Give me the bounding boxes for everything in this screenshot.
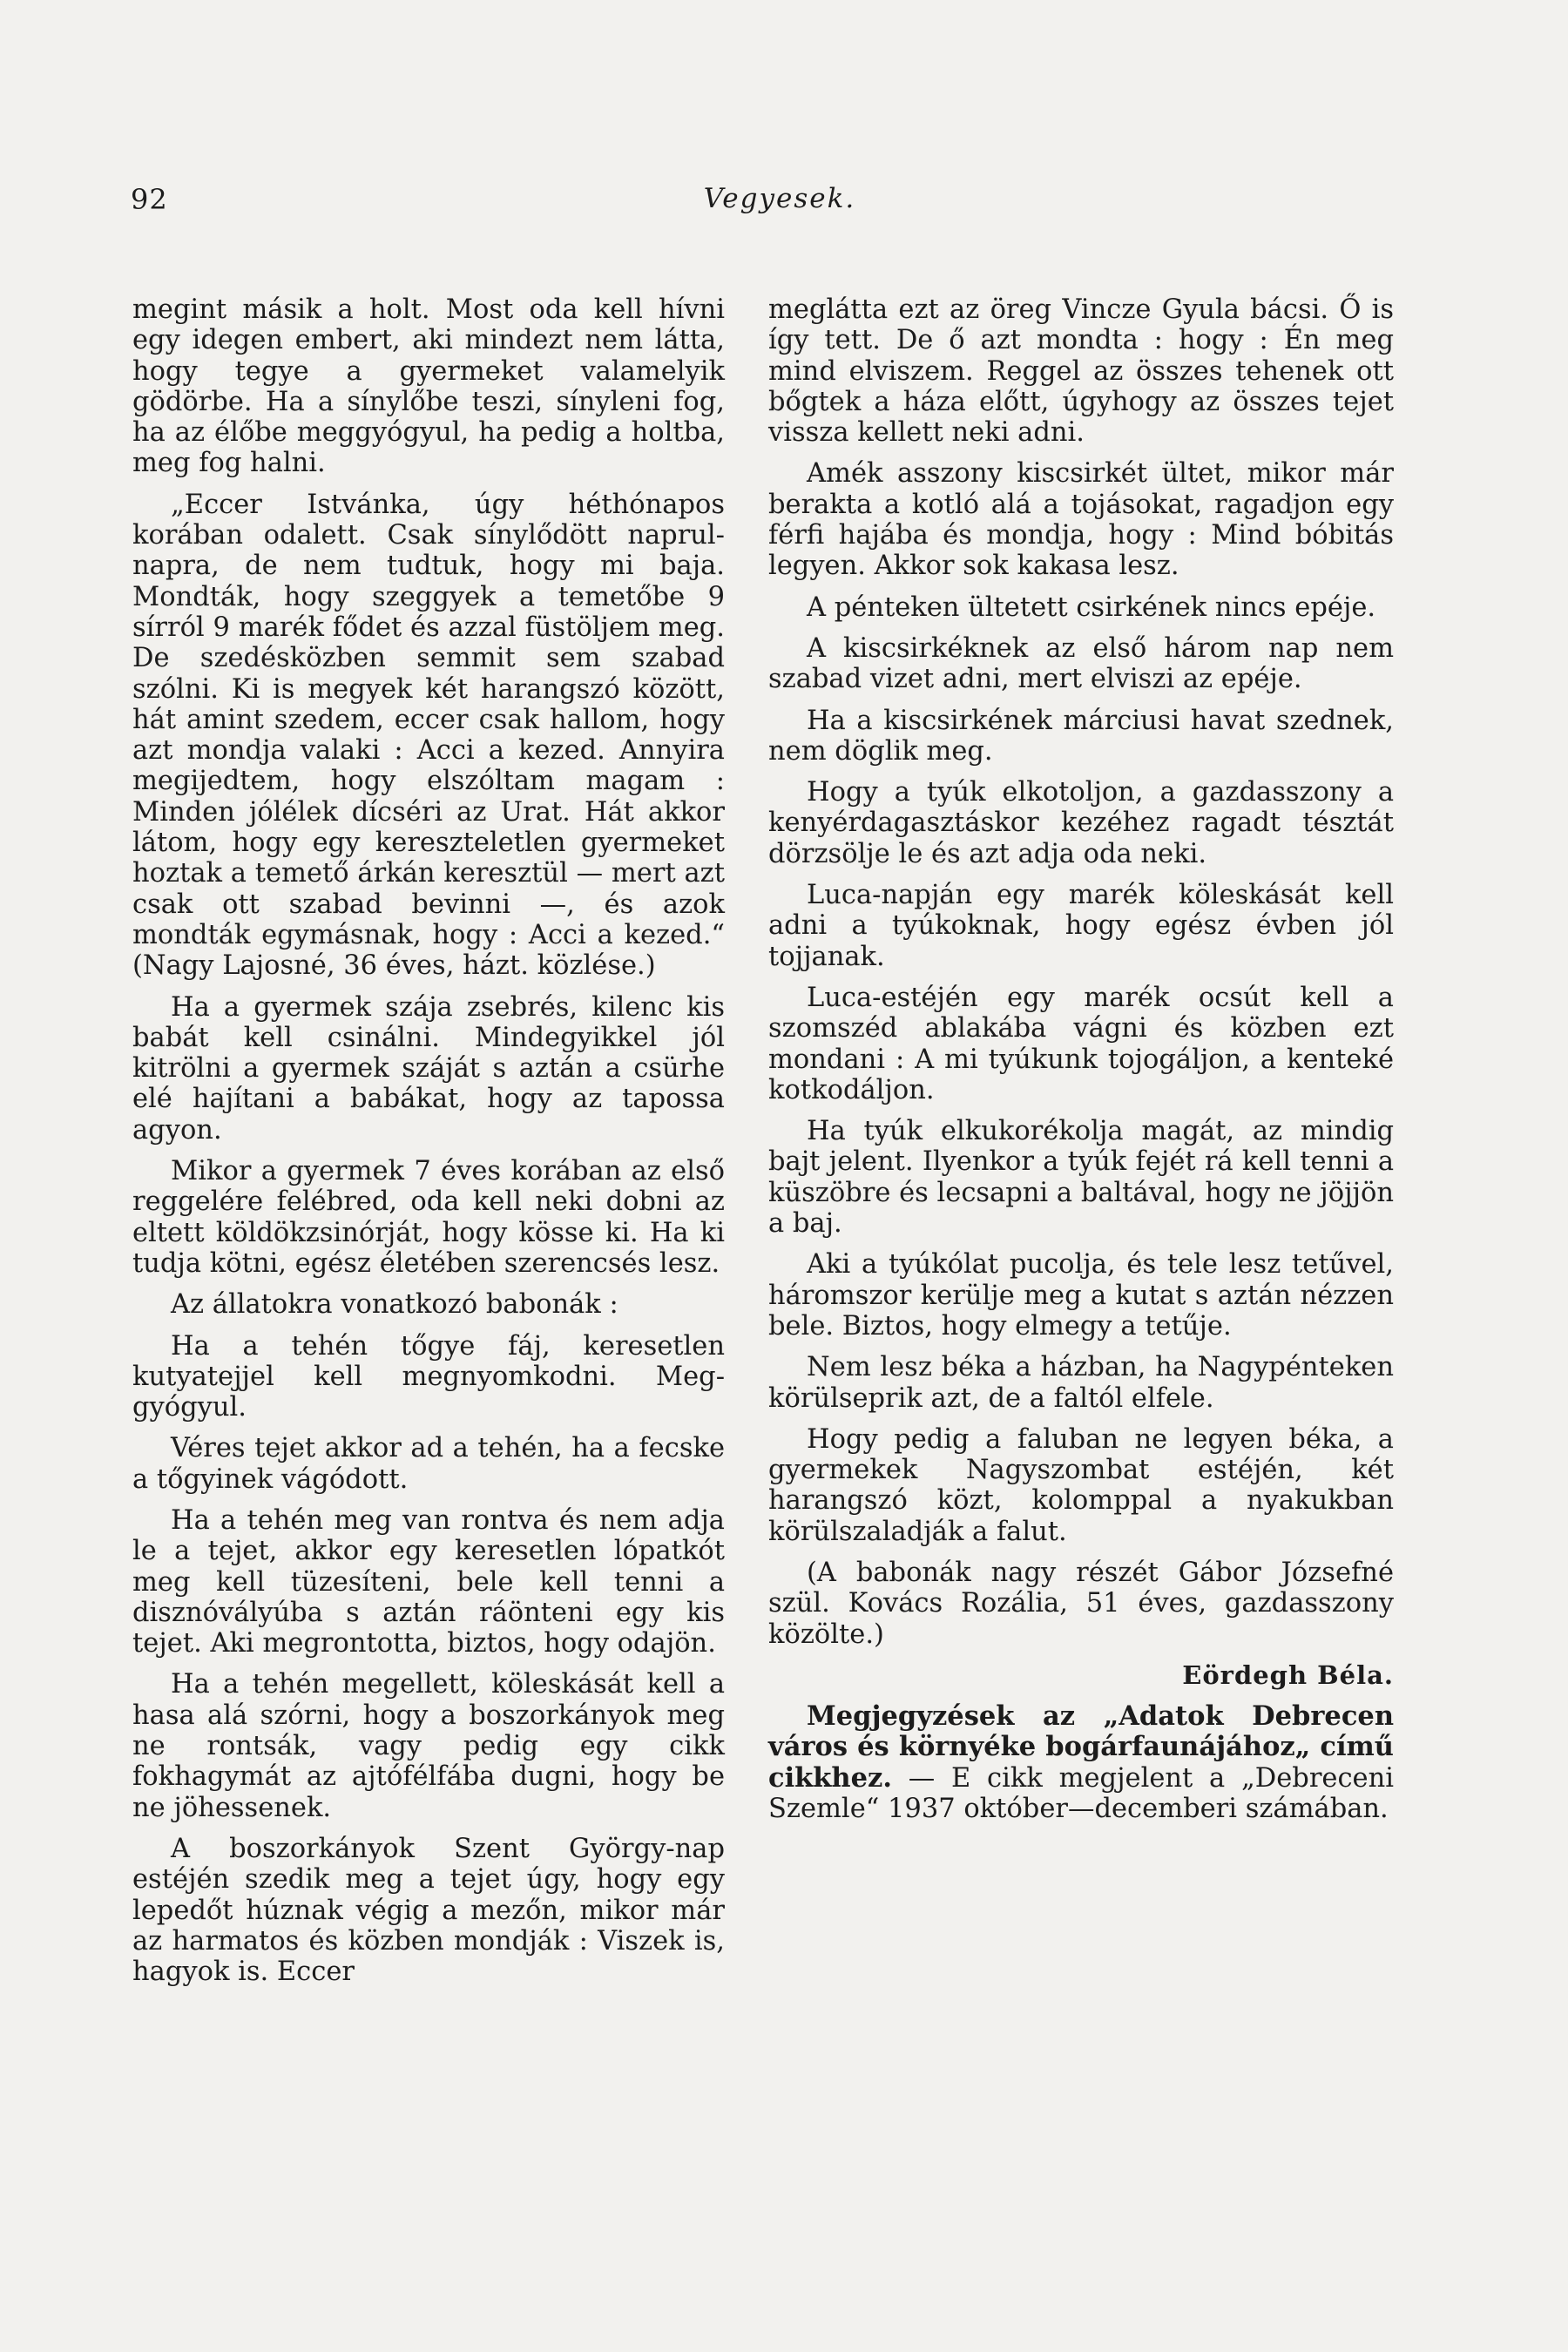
paragraph: meglátta ezt az öreg Vincze Gyula bácsi. Ő is így tett. De ő azt mondta : hogy : Én meg mind elviszem. Reggel az összes tehenek ott bőgtek a háza előtt, úgyhogy az összes tejet vissza kellett neki adni.: [768, 294, 1394, 449]
paragraph: Ha a tehén tőgye fáj, keresetlen kutyatejjel kell megnyomkodni. Meggyógyul.: [132, 1330, 725, 1423]
page-number: 92: [131, 183, 168, 216]
errata-note: [768, 1701, 1394, 1824]
section-heading: Az állatokra vonatkozó babonák :: [171, 1289, 618, 1321]
errata-note-text: — E cikk megjelent a „Debreceni Szemle“ 1937 október—decemberi számában.: [768, 1762, 1394, 1825]
paragraph: „Eccer Istvánka, úgy héthónapos korában odalett. Csak sínylődött naprul-napra, de nem tudtuk, hogy mi baja. Mondták, hogy szeggyek a temetőbe 9 sírról 9 marék fődet és azzal füstöljem meg. De szedésközben semmit sem szabad szólni. Ki is megyek két harangszó között, hát amint szedem, eccer csak hallom, hogy azt mondja valaki : Acci a kezed. Annyira megijedtem, hogy elszóltam magam : Minden jólélek dícséri az Urat. Hát akkor látom, hogy egy kereszteletlen gyermeket hoztak a temető árkán keresztül — mert azt csak ott szabad bevinni —, és azok mondták egymásnak, hogy : Acci a kezed.“ (Nagy Lajosné, 36 éves, házt. közlése.): [132, 489, 725, 982]
errata-note-title: Megjegyzések az „Adatok Debrecen város és környéke bogárfaunájához„ című cikkhez.: [768, 1700, 1394, 1794]
paragraph: A boszorkányok Szent György-nap estéjén szedik meg a tejet úgy, hogy egy lepedőt húznak végig a mezőn, mikor már az harmatos és közben mondják : Viszek is, hagyok is. Eccer: [132, 1833, 725, 1988]
paragraph: Ha a tehén meg van rontva és nem adja le a tejet, akkor egy keresetlen lópatkót meg kell tüzesíteni, bele kell tenni a disznóvályúba s aztán ráönteni egy kis tejet. Aki megrontotta, biztos, hogy odajön.: [132, 1504, 725, 1659]
running-head: Vegyesek.: [703, 183, 856, 214]
source-note: (A babonák nagy részét Gábor Józsefné szül. Kovács Rozália, 51 éves, gazdasszony közölte.): [768, 1557, 1394, 1650]
paragraph: Ha a gyermek szája zsebrés, kilenc kis babát kell csinálni. Mindegyikkel jól kitrölni a gyermek száját s aztán a csürhe elé hajítani a babákat, hogy az tapossa agyon.: [132, 991, 725, 1146]
left-column: [132, 294, 725, 1997]
paragraph: Luca-estéjén egy marék ocsút kell a szomszéd ablakába vágni és közben ezt mondani : A mi tyúkunk tojogáljon, a kenteké kotkodáljon.: [768, 982, 1394, 1105]
paragraph: Ha a kiscsirkének márciusi havat szednek, nem döglik meg.: [768, 705, 1394, 767]
paragraph: A pénteken ültetett csirkének nincs epéje.: [807, 591, 1376, 623]
paragraph: Luca-napján egy marék köleskását kell adni a tyúkoknak, hogy egész évben jól tojjanak.: [768, 880, 1394, 972]
right-column: [768, 294, 1394, 1835]
paragraph: A kiscsirkéknek az első három nap nem szabad vizet adni, mert elviszi az epéje.: [768, 632, 1394, 695]
author-signature: Eördegh Béla.: [1182, 1659, 1394, 1690]
paragraph: Amék asszony kiscsirkét ültet, mikor már berakta a kotló alá a tojásokat, ragadjon egy férfi hajába és mondja, hogy : Mind bóbitás legyen. Akkor sok kakasa lesz.: [768, 458, 1394, 582]
paragraph: megint másik a holt. Most oda kell hívni egy idegen embert, aki mindezt nem látta, hogy tegye a gyermeket valamelyik gödörbe. Ha a sínylőbe teszi, sínyleni fog, ha az élőbe meggyógyul, ha pedig a holtba, meg fog halni.: [132, 294, 725, 479]
paragraph: Aki a tyúkólat pucolja, és tele lesz tetűvel, háromszor kerülje meg a kutat s aztán nézzen bele. Biztos, hogy elmegy a tetűje.: [768, 1249, 1394, 1342]
paragraph: Ha a tehén megellett, köleskását kell a hasa alá szórni, hogy a boszorkányok meg ne rontsák, vagy pedig egy cikk fokhagymát az ajtófélfába dugni, hogy be ne jöhessenek.: [132, 1669, 725, 1823]
paragraph: Ha tyúk elkukorékolja magát, az mindig bajt jelent. Ilyenkor a tyúk fejét rá kell tenni a küszöbre és lecsapni a baltával, hogy ne jöjjön a baj.: [768, 1116, 1394, 1240]
page-header: [131, 183, 1429, 226]
paragraph: Hogy a tyúk elkotoljon, a gazdasszony a kenyérdagasztáskor kezéhez ragadt tésztát dörzsölje le és azt adja oda neki.: [768, 777, 1394, 869]
paragraph: Hogy pedig a faluban ne legyen béka, a gyermekek Nagyszombat estéjén, két harangszó közt, kolomppal a nyakukban körülszaladják a falut.: [768, 1423, 1394, 1547]
paragraph: Nem lesz béka a házban, ha Nagypénteken körülseprik azt, de a faltól elfele.: [768, 1352, 1394, 1414]
paragraph: Mikor a gyermek 7 éves korában az első reggelére felébred, oda kell neki dobni az eltett köldökzsinórját, hogy kösse ki. Ha ki tudja kötni, egész életében szerencsés lesz.: [132, 1156, 725, 1279]
paragraph: Véres tejet akkor ad a tehén, ha a fecske a tőgyinek vágódott.: [132, 1433, 725, 1495]
